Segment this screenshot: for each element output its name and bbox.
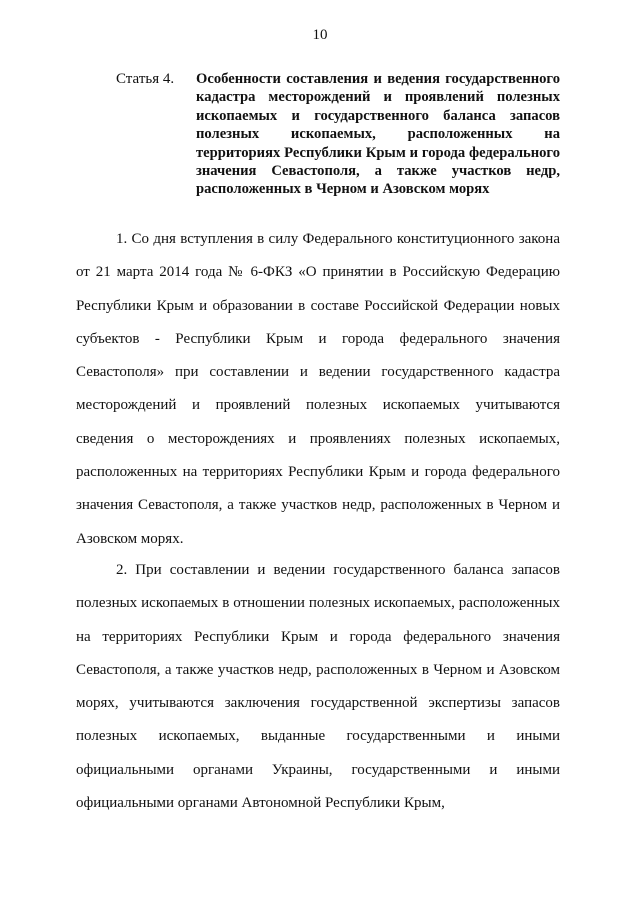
article-title: Особенности составления и ведения государственного кадастра месторождений и проявлений полезных ископаемых и государственного баланса запасов полезных ископаемых, расположенных на территориях Республики Крым и города федерального значения Севастополя, а также участков недр, расположенных в Черном и Азовском морях xyxy=(196,71,560,198)
article-label: Статья 4. xyxy=(116,71,175,87)
paragraph-1: 1. Со дня вступления в силу Федерального конституционного закона от 21 марта 2014 года № 6-ФКЗ «О принятии в Российскую Федерацию Республики Крым и образовании в составе Российской Федерации новых субъектов - Республики Крым и города федерального значения Севастополя» при составлении и ведении государственного кадастра месторождений и проявлений полезных ископаемых учитываются сведения о месторождениях и проявлениях полезных ископаемых, расположенных на территориях Республики Крым и города федерального значения Севастополя, а также участков недр, расположенных в Черном и Азовском морях. xyxy=(76,231,560,547)
paragraph-2: 2. При составлении и ведении государственного баланса запасов полезных ископаемых в отношении полезных ископаемых, расположенных на территориях Республики Крым и города федерального значения Севастополя, а также участков недр, расположенных в Черном и Азовском морях, учитываются заключения государственной экспертизы запасов полезных ископаемых, выданные государственными и иными официальными органами Украины, государственными и иными официальными органами Автономной Республики Крым, xyxy=(76,562,560,812)
article-heading xyxy=(116,70,560,199)
page-number: 10 xyxy=(312,27,328,43)
